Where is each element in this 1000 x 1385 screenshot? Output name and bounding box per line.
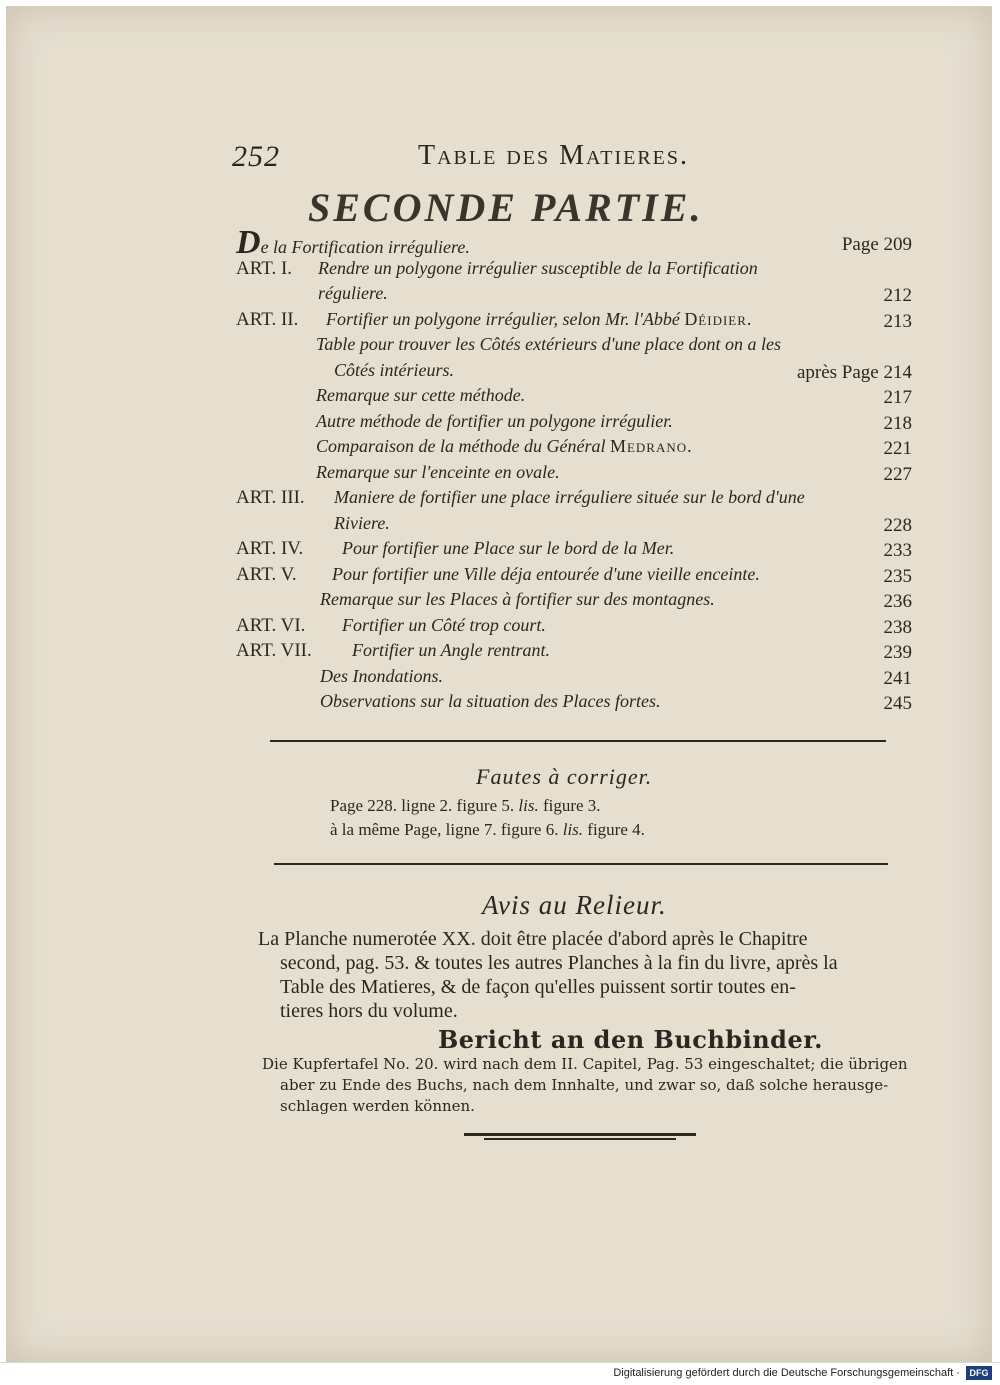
toc-page-number: 218 (883, 412, 912, 434)
toc-entry (236, 589, 916, 615)
avis-line: tieres hors du volume. (280, 1000, 458, 1022)
toc-entry (236, 309, 916, 335)
toc-entry-title: e la Fortification irréguliere. (260, 237, 470, 257)
toc-entry (236, 564, 916, 590)
page-number: 252 (232, 140, 280, 173)
toc-entry-title: Table pour trouver les Côtés extérieurs d'une place dont on a les (316, 334, 781, 354)
toc-entry-title: Remarque sur les Places à fortifier sur des montagnes. (320, 589, 715, 609)
errata-line (330, 820, 645, 840)
bericht-line: Die Kupfertafel No. 20. wird nach dem II. Capitel, Pag. 53 eingeschaltet; die übrigen (262, 1055, 908, 1073)
toc-page-number: 217 (883, 387, 912, 408)
toc-entry (236, 513, 916, 539)
toc-page-number: 239 (883, 642, 912, 663)
running-head: Table des Matieres. (418, 140, 689, 171)
toc-entry-title: Fortifier un Côté trop court. (342, 614, 546, 635)
toc-page-number: 233 (883, 540, 912, 561)
toc-entry (236, 538, 916, 564)
drop-cap: D (236, 224, 261, 261)
toc-entry-title: Riviere. (334, 512, 390, 533)
toc-entry (236, 691, 916, 717)
toc-page-prefix: Page (841, 234, 879, 255)
avis-line: Table des Matieres, & de façon qu'elles puissent sortir toutes en- (280, 976, 796, 998)
toc-article-label: ART. III. (236, 487, 305, 508)
toc-entry-title: réguliere. (318, 283, 388, 303)
toc-page-number: 236 (883, 591, 912, 612)
funding-credit: Digitalisierung gefördert durch die Deutsche Forschungsgemeinschaft · (613, 1367, 960, 1379)
toc-entry-title: Autre méthode de fortifier un polygone irrégulier. (316, 410, 673, 431)
toc-entry-title: Fortifier un polygone irrégulier, selon Mr. l'Abbé (326, 308, 680, 329)
toc-article-label: ART. VI. (236, 614, 306, 636)
toc-page-number: 235 (883, 565, 912, 587)
toc-entry (236, 283, 916, 309)
toc-article-label: ART. V. (236, 563, 297, 585)
errata-line (330, 796, 601, 816)
toc-entry-title: Remarque sur cette méthode. (316, 385, 526, 405)
toc-entry (236, 224, 916, 261)
toc-entry (236, 411, 916, 437)
toc-entry (236, 360, 916, 386)
errata-lis: lis. (518, 796, 539, 815)
toc-article-label: ART. IV. (236, 538, 304, 559)
toc-entry-title: Observations sur la situation des Places fortes. (320, 691, 661, 711)
avis-line: La Planche numerotée XX. doit être placée d'abord après le Chapitre (258, 928, 808, 950)
toc-article-label: ART. II. (236, 308, 299, 330)
toc-entry (236, 436, 916, 462)
errata-correction: figure 3. (542, 796, 601, 815)
toc-entry-name: Medrano. (609, 436, 693, 456)
toc-page-number: 214 (883, 361, 912, 383)
toc-entry-title: Rendre un polygone irrégulier susceptible de la Fortification (318, 257, 758, 278)
errata-heading: Fautes à corriger. (476, 764, 653, 789)
part-title: SECONDE PARTIE. (308, 185, 704, 230)
toc-page-number: 227 (883, 463, 912, 485)
toc-entry-title: Côtés intérieurs. (334, 359, 454, 380)
errata-lis: lis. (562, 820, 584, 839)
toc-page-number: 238 (883, 616, 912, 638)
toc-entry (236, 385, 916, 411)
toc-page-number: 209 (883, 234, 912, 255)
bericht-line: aber zu Ende des Buchs, nach dem Innhalte, und zwar so, daß solche herausge- (280, 1076, 889, 1094)
bericht-line: schlagen werden können. (280, 1097, 475, 1115)
toc-page-prefix: après Page (796, 361, 879, 383)
toc-entry (236, 462, 916, 488)
errata-text: Page 228. ligne 2. figure 5. (330, 796, 515, 815)
divider-rule (274, 863, 888, 865)
toc-entry-title: Des Inondations. (320, 665, 443, 686)
avis-line: second, pag. 53. & toutes les autres Planches à la fin du livre, après la (280, 952, 838, 974)
errata-correction: figure 4. (587, 820, 645, 839)
errata-text: à la même Page, ligne 7. figure 6. (330, 820, 559, 839)
book-page (6, 6, 992, 1362)
toc-entry (236, 487, 916, 513)
table-of-contents (236, 224, 916, 717)
bericht-heading: Bericht an den Buchbinder. (438, 1025, 824, 1054)
toc-article-label: ART. VII. (236, 640, 312, 661)
footer-bar (0, 1362, 1000, 1385)
toc-page-number: 245 (883, 693, 912, 714)
toc-entry-title: Comparaison de la méthode du Général (316, 436, 606, 456)
toc-entry-name: Déidier. (684, 308, 753, 329)
toc-entry (236, 640, 916, 666)
toc-entry (236, 258, 916, 284)
toc-entry-title: Fortifier un Angle rentrant. (352, 640, 550, 660)
toc-entry (236, 666, 916, 692)
toc-page-number: 228 (883, 514, 912, 536)
toc-entry-title: Remarque sur l'enceinte en ovale. (316, 461, 560, 482)
toc-entry-title: Pour fortifier une Ville déja entourée d'une vieille enceinte. (332, 563, 760, 584)
toc-entry-title: Maniere de fortifier une place irréguliere située sur le bord d'une (334, 487, 805, 507)
toc-page-number: 213 (883, 310, 912, 332)
avis-heading: Avis au Relieur. (482, 890, 667, 920)
toc-page-number: 212 (883, 285, 912, 306)
toc-entry-title: Pour fortifier une Place sur le bord de la Mer. (342, 538, 675, 558)
end-ornament (464, 1133, 696, 1141)
toc-article-label: ART. I. (236, 257, 293, 279)
dfg-logo: DFG (966, 1366, 992, 1380)
toc-page-number: 241 (883, 667, 912, 689)
toc-entry (236, 334, 916, 360)
divider-rule (270, 740, 886, 742)
toc-page-number: 221 (883, 438, 912, 459)
toc-entry (236, 615, 916, 641)
